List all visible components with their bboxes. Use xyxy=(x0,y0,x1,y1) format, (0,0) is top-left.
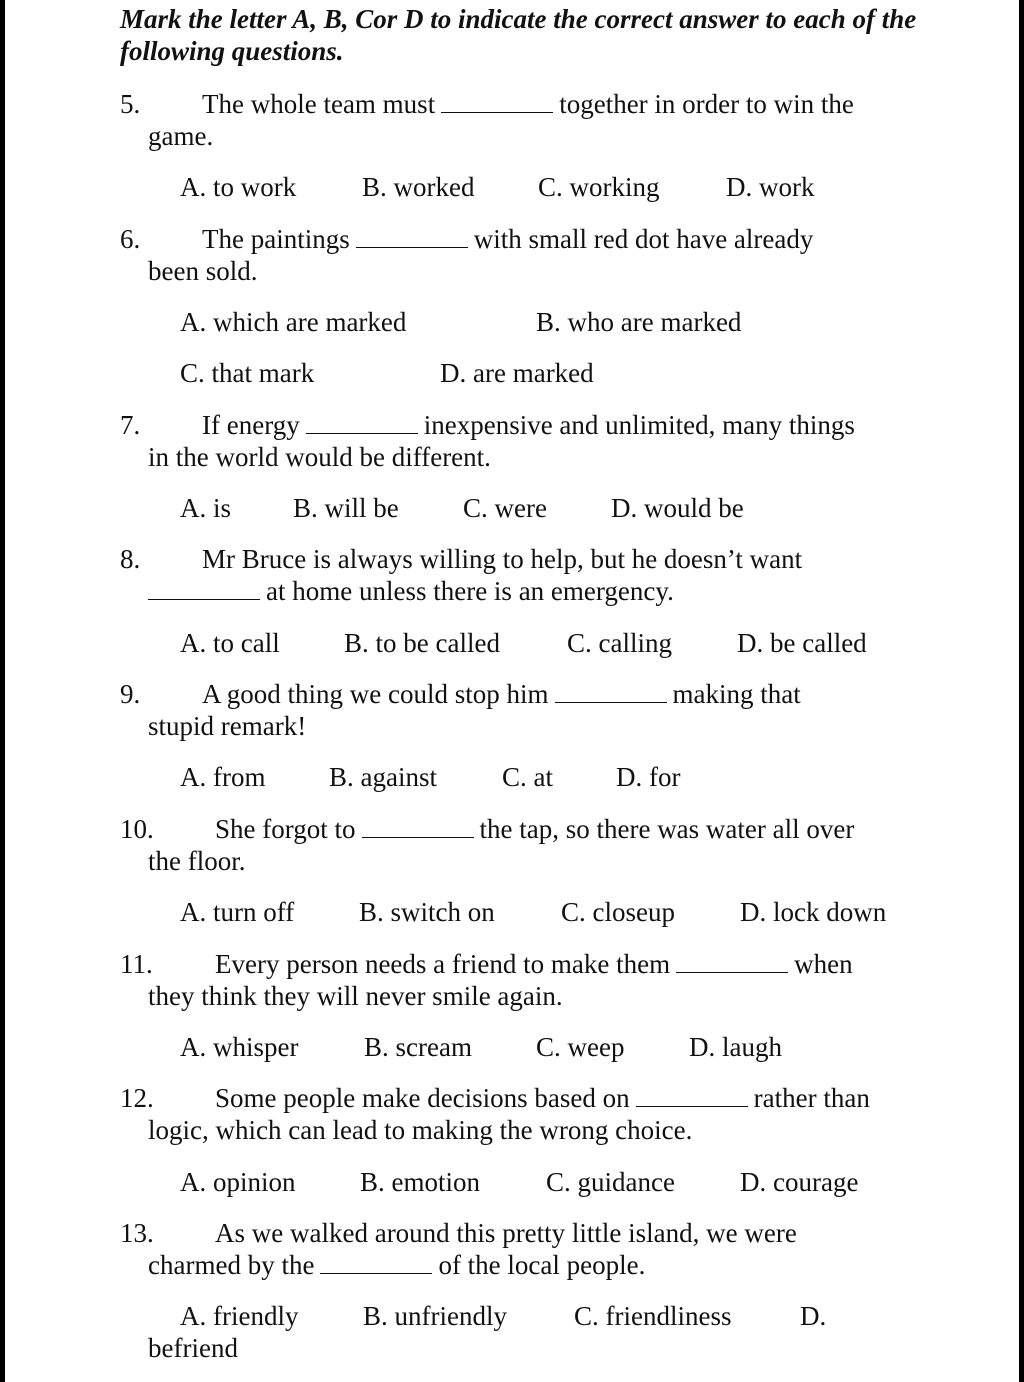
option-d[interactable]: D. for xyxy=(616,762,681,792)
question-number: 9. xyxy=(120,679,141,709)
question-stem-continued: at home unless there is an emergency. xyxy=(148,575,674,607)
option-c[interactable]: C. closeup xyxy=(561,897,675,927)
answer-blank xyxy=(306,409,418,434)
option-c[interactable]: C. calling xyxy=(567,628,672,658)
question-number: 8. xyxy=(120,544,141,574)
question-stem-continued: stupid remark! xyxy=(148,711,307,741)
question-stem-continued: logic, which can lead to making the wrong choice. xyxy=(148,1115,693,1145)
answer-blank xyxy=(320,1249,432,1274)
option-a[interactable]: A. to work xyxy=(180,172,297,202)
option-d[interactable]: D. would be xyxy=(611,493,744,523)
option-a[interactable]: A. which are marked xyxy=(180,307,407,337)
option-a[interactable]: A. whisper xyxy=(180,1032,299,1062)
question-stem: Some people make decisions based on rather than xyxy=(215,1083,870,1113)
answer-blank xyxy=(555,678,667,703)
option-b[interactable]: B. worked xyxy=(362,172,475,202)
left-border xyxy=(0,0,5,1382)
option-b[interactable]: B. switch on xyxy=(359,897,495,927)
option-c[interactable]: C. at xyxy=(502,762,553,792)
option-b[interactable]: B. emotion xyxy=(360,1167,480,1197)
option-c[interactable]: C. guidance xyxy=(546,1167,675,1197)
option-b[interactable]: B. who are marked xyxy=(536,307,742,337)
question-stem-continued: been sold. xyxy=(148,256,258,286)
answer-blank xyxy=(441,88,553,113)
option-d[interactable]: D. courage xyxy=(740,1167,859,1197)
option-b[interactable]: B. against xyxy=(329,762,437,792)
question-number: 7. xyxy=(120,410,141,440)
option-d[interactable]: D. work xyxy=(726,172,815,202)
option-c[interactable]: C. weep xyxy=(536,1032,625,1062)
option-b[interactable]: B. unfriendly xyxy=(363,1301,507,1331)
question-stem-continued: they think they will never smile again. xyxy=(148,981,563,1011)
question-stem-continued: in the world would be different. xyxy=(148,442,491,472)
question-stem-continued: the floor. xyxy=(148,846,246,876)
question-stem: She forgot to the tap, so there was water all over xyxy=(215,814,855,844)
option-d[interactable]: D. be called xyxy=(737,628,867,658)
answer-blank xyxy=(636,1082,748,1107)
question-stem-continued: game. xyxy=(148,121,214,151)
option-a[interactable]: A. turn off xyxy=(180,897,295,927)
question-stem: Every person needs a friend to make them when xyxy=(215,949,853,979)
option-c[interactable]: C. were xyxy=(463,493,547,523)
option-d[interactable]: D. laugh xyxy=(689,1032,782,1062)
question-stem: As we walked around this pretty little island, we were xyxy=(215,1218,797,1248)
option-a[interactable]: A. is xyxy=(180,493,232,523)
option-b[interactable]: B. to be called xyxy=(344,628,500,658)
answer-blank xyxy=(148,575,260,600)
answer-blank xyxy=(356,223,468,248)
option-a[interactable]: A. to call xyxy=(180,628,280,658)
option-b[interactable]: B. scream xyxy=(364,1032,472,1062)
question-number: 13. xyxy=(120,1218,154,1248)
question-stem: Mr Bruce is always willing to help, but he doesn’t want xyxy=(202,544,803,574)
question-number: 10. xyxy=(120,814,154,844)
answer-blank xyxy=(676,948,788,973)
question-stem-continued: charmed by the of the local people. xyxy=(148,1250,646,1280)
option-b[interactable]: B. will be xyxy=(293,493,399,523)
option-c[interactable]: C. working xyxy=(538,172,660,202)
option-d-continued[interactable]: befriend xyxy=(148,1333,238,1363)
option-d[interactable]: D. are marked xyxy=(440,358,594,388)
option-c[interactable]: C. that mark xyxy=(180,358,315,388)
question-number: 5. xyxy=(120,89,141,119)
right-border xyxy=(1019,0,1024,1382)
question-number: 6. xyxy=(120,224,141,254)
option-d[interactable]: D. lock down xyxy=(740,897,887,927)
option-c[interactable]: C. friendliness xyxy=(574,1301,732,1331)
answer-blank xyxy=(362,813,474,838)
question-number: 12. xyxy=(120,1083,154,1113)
question-stem: If energy inexpensive and unlimited, many things xyxy=(202,410,855,440)
option-a[interactable]: A. opinion xyxy=(180,1167,296,1197)
option-a[interactable]: A. from xyxy=(180,762,266,792)
option-a[interactable]: A. friendly xyxy=(180,1301,299,1331)
question-stem: A good thing we could stop him making that xyxy=(202,679,801,709)
question-stem: The paintings with small red dot have already xyxy=(202,224,814,254)
instructions: Mark the letter A, B, Cor D to indicate the correct answer to each of the following questions. xyxy=(120,4,917,66)
question-number: 11. xyxy=(120,949,153,979)
option-d[interactable]: D. xyxy=(800,1301,827,1331)
question-stem: The whole team must together in order to win the xyxy=(202,89,854,119)
